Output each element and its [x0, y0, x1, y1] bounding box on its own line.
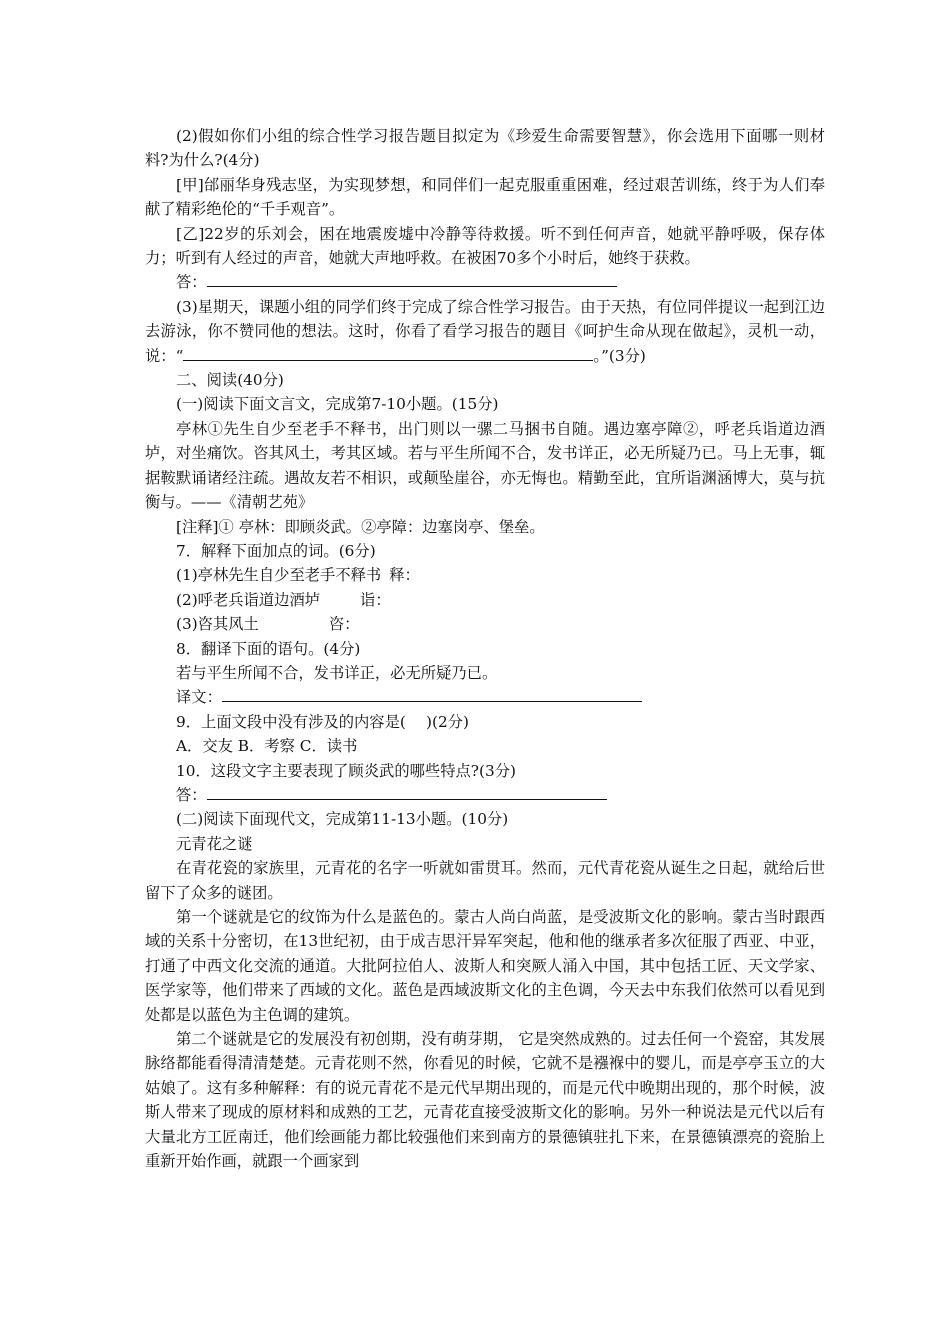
q9-title: 9．上面文段中没有涉及的内容是( )(2分) [176, 712, 469, 731]
article-title: 元青花之谜 [176, 834, 253, 853]
section2-title: 二、阅读(40分) [176, 371, 284, 390]
q8-title: 8．翻译下面的语句。(4分) [176, 639, 361, 658]
q2-answer-label: 答： [176, 273, 207, 292]
q3-answer-blank[interactable] [183, 346, 593, 361]
q2-prompt: (2)假如你们小组的综合性学习报告题目拟定为《珍爱生命需要智慧》，你会选用下面哪一则材料?为什么?(4分) [145, 127, 825, 170]
q7-item-1-label: 释： [389, 566, 420, 585]
q2-answer-blank[interactable] [207, 272, 617, 287]
q8-sentence: 若与平生所闻不合，发书详正，必无所疑乃已。 [176, 663, 498, 682]
part2-title: (二)阅读下面现代文，完成第11-13小题。(10分) [176, 810, 509, 829]
article-para-3: 第二个谜就是它的发展没有初创期，没有萌芽期， 它是突然成熟的。过去任何一个瓷窑，其发展脉络都能看得清清楚楚。元青花则不然，你看见的时候，它就不是襁褓中的婴儿，而是亭亭玉立的大姑娘了。这有多种解释：有的说元青花不是元代早期出现的，而是元代中晚期出现的，那个时候，波斯人带来了现成的原材料和成熟的工艺，元青花直接受波斯文化的影响。另外一种说法是元代以后有大量北方工匠南迁，他们绘画能力都比较强他们来到南方的景德镇驻扎下来，在景德镇漂亮的瓷胎上重新开始作画，就跟一个画家到 [145, 1030, 825, 1171]
q7-item-1-text: (1)亭林先生自少至老手不释书 [176, 566, 382, 585]
q2-answer-line [145, 270, 825, 294]
q10-answer-line [145, 783, 825, 807]
q10-title: 10．这段文字主要表现了顾炎武的哪些特点?(3分) [176, 761, 516, 780]
q8-answer-line [145, 685, 825, 709]
q7-item-2 [145, 588, 825, 612]
q10-answer-label: 答： [176, 785, 207, 804]
q3-prompt-start: (3)星期天，课题小组的同学们终于完成了综合性学习报告。由于天热，有位同伴提议一起到江边去游泳，你不赞同他的想法。这时，你看了看学习报告的题目《呵护生命从现在做起》，灵机一动，说：“ [145, 297, 825, 365]
q7-title: 7．解释下面加点的词。(6分) [176, 541, 376, 560]
article-para-1: 在青花瓷的家族里，元青花的名字一听就如雷贯耳。然而，元代青花瓷从诞生之日起，就给后世留下了众多的谜团。 [145, 859, 825, 902]
document-page [145, 124, 825, 1173]
q10-answer-blank[interactable] [207, 785, 607, 800]
q7-item-3-label: 咨： [328, 615, 360, 634]
q7-item-1 [145, 563, 825, 587]
article-para-2: 第一个谜就是它的纹饰为什么是蓝色的。蒙古人尚白尚蓝，是受波斯文化的影响。蒙古当时跟西域的关系十分密切，在13世纪初，由于成吉思汗异军突起，他和他的继承者多次征服了西亚、中亚，打通了中西文化交流的通道。大批阿拉伯人、波斯人和突厥人涌入中国，其中包括工匠、天文学家、医学家等，他们带来了西域的文化。蓝色是西域波斯文化的主色调，今天去中东我们依然可以看见到处都是以蓝色为主色调的建筑。 [145, 908, 825, 1024]
part1-title: (一)阅读下面文言文，完成第7-10小题。(15分) [176, 395, 499, 414]
q3-prompt-end: 。”(3分) [593, 346, 646, 365]
q7-item-3-text: (3)咨其风土 [176, 615, 259, 634]
q8-answer-blank[interactable] [222, 687, 642, 702]
passage-note: [注释]① 亭林：即顾炎武。②亭障：边塞岗亭、堡垒。 [176, 517, 545, 536]
q7-item-2-label: 诣： [360, 590, 391, 609]
classical-passage: 亭林①先生自少至老手不释书，出门则以一骡二马捆书自随。遇边塞亭障②，呼老兵诣道边酒垆，对坐痛饮。咨其风土，考其区域。若与平生所闻不合，发书详正，必无所疑乃已。马上无事，辄据鞍默诵诸经注疏。遇故友若不相识，或颠坠崖谷，亦无悔也。精勤至此，宜所诣渊涵博大，莫与抗衡与。——《清朝艺苑》 [145, 419, 825, 512]
q3-prompt [145, 295, 825, 368]
q9-options: A．交友 B．考察 C．读书 [176, 737, 358, 756]
q7-item-3 [145, 612, 825, 636]
q2-material-jia: [甲]邰丽华身残志坚，为实现梦想，和同伴们一起克服重重困难，经过艰苦训练，终于为人们奉献了精彩绝伦的“千手观音”。 [145, 175, 825, 219]
q7-item-2-text: (2)呼老兵诣道边酒垆 [176, 590, 321, 609]
q8-answer-label: 译文： [176, 688, 222, 707]
q2-material-yi: [乙]22岁的乐刘会，困在地震废墟中冷静等待救援。听不到任何声音，她就平静呼吸，保存体力；听到有人经过的声音，她就大声地呼救。在被困70多个小时后，她终于获救。 [145, 224, 825, 268]
